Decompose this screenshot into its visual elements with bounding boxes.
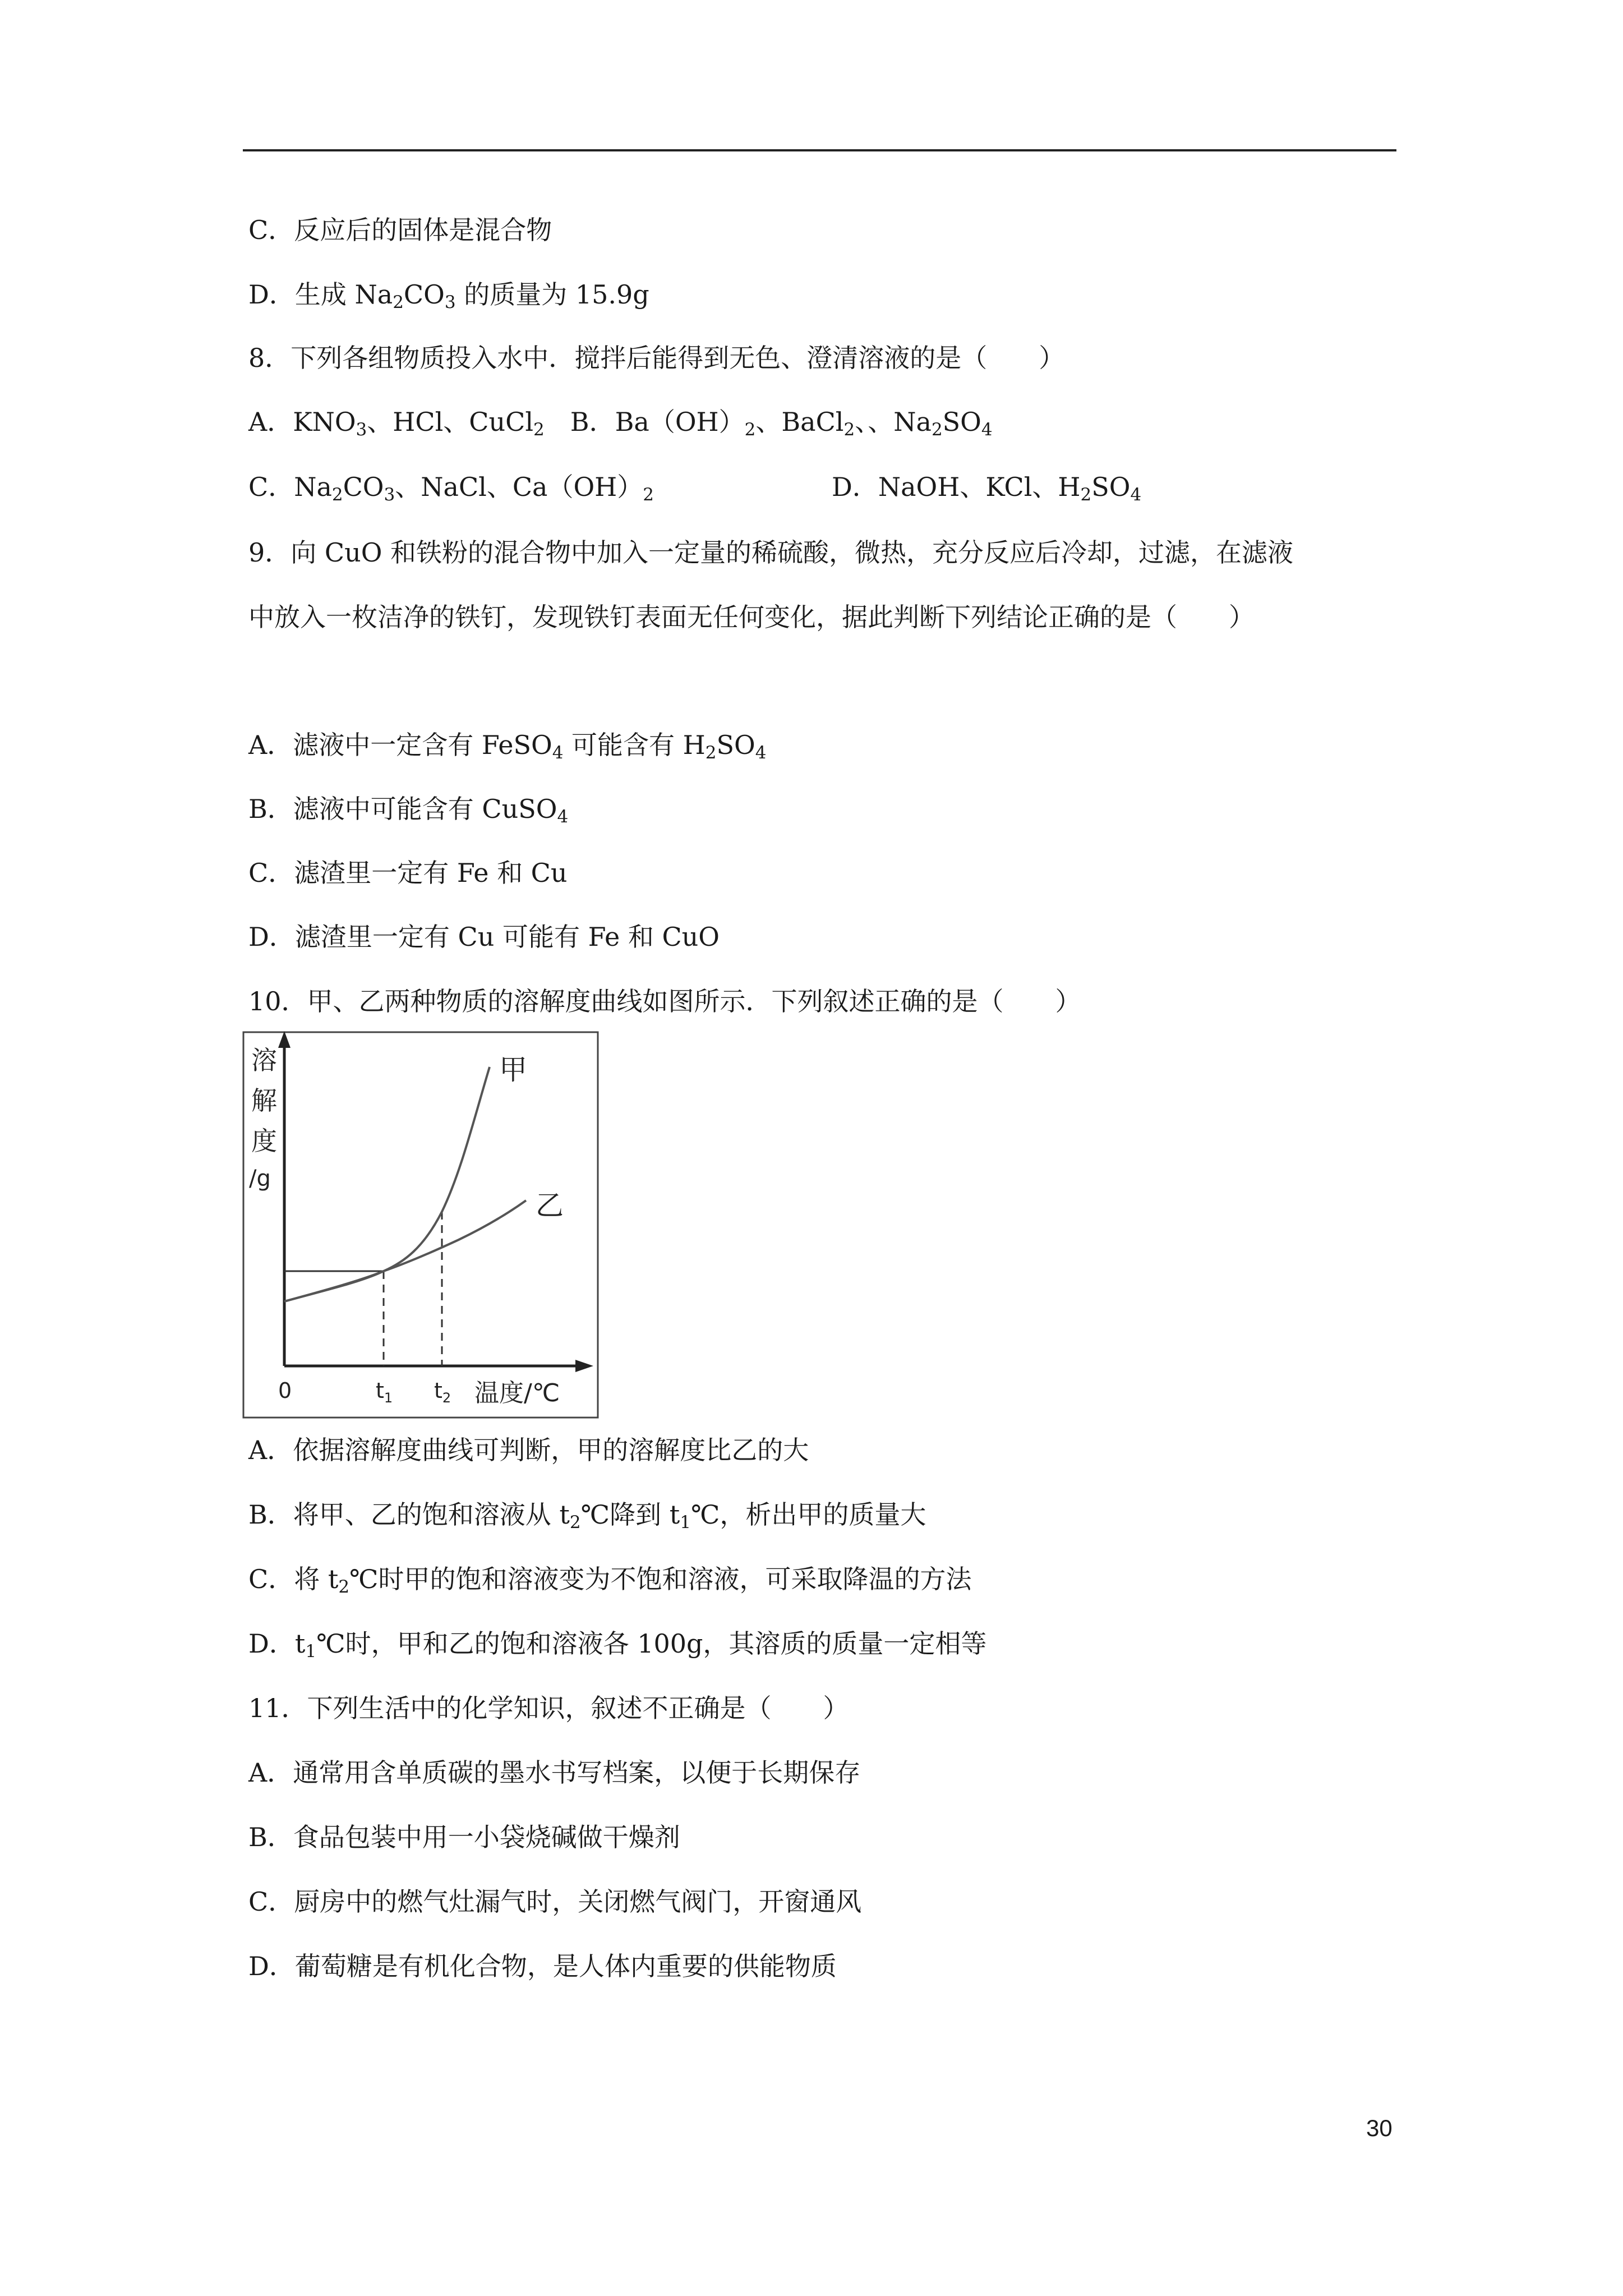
q8-option-a: A．$KNO_3$、HCl、CuCl$_2$ [248, 407, 545, 440]
page-number: 30 [1366, 2115, 1393, 2141]
q9-stem-line1: 9．向 CuO 和铁粉的混合物中加入一定量的稀硫酸，微热，充分反应后冷却，过滤，在滤液 [248, 537, 1294, 568]
q10-option-a: A．依据溶解度曲线可判断，甲的溶解度比乙的大 [248, 1435, 809, 1465]
solubility-chart [241, 1027, 606, 1420]
q11-option-d: D．葡萄糖是有机化合物，是人体内重要的供能物质 [248, 1951, 837, 1981]
q11-option-b: B．食品包装中用一小袋烧碱做干燥剂 [248, 1822, 680, 1852]
y-label-char-3: 度 [251, 1126, 277, 1156]
q11-option-c: C．厨房中的燃气灶漏气时，关闭燃气阀门，开窗通风 [248, 1887, 862, 1917]
x-tick-t2: $t_2$ [434, 1378, 451, 1406]
q9-option-d: D．滤渣里一定有 Cu 可能有 Fe 和 CuO [248, 922, 720, 952]
series-jia-curve [284, 1067, 490, 1301]
q11-option-a: A．通常用含单质碳的墨水书写档案，以便于长期保存 [248, 1757, 861, 1788]
q8-option-c: C．$Na_2CO_3$、NaCl、$Ca(OH)_2$ [248, 472, 654, 505]
y-label-char-2: 解 [251, 1085, 277, 1116]
q8-option-b: B．$Ba(OH)_2$、BaCl$_2$、、$Na_2SO_4$ [570, 407, 993, 440]
q10-option-d: D．$t_1℃$时，甲和乙的饱和溶液各 100g，其溶质的质量一定相等 [248, 1628, 987, 1662]
y-label-char-4: /g [249, 1166, 271, 1191]
series-yi-label: 乙 [536, 1189, 564, 1222]
q7-option-c: C．反应后的固体是混合物 [248, 215, 552, 245]
q9-option-b: B．滤液中可能含有 CuSO$_4$ [248, 794, 569, 827]
q8-option-d: D．NaOH、KCl、$H_2SO_4$ [832, 472, 1142, 505]
origin-label: 0 [278, 1378, 292, 1403]
x-axis-arrow [575, 1360, 593, 1372]
q10-stem: 10．甲、乙两种物质的溶解度曲线如图所示．下列叙述正确的是（ ） [248, 986, 1081, 1016]
series-yi-curve [284, 1200, 526, 1301]
q9-option-c: C．滤渣里一定有 Fe 和 Cu [248, 858, 568, 888]
q11-stem: 11．下列生活中的化学知识，叙述不正确是（ ） [248, 1693, 849, 1723]
chart-frame [243, 1032, 598, 1418]
q8-stem: 8．下列各组物质投入水中．搅拌后能得到无色、澄清溶液的是（ ） [248, 343, 1065, 373]
y-label-char-1: 溶 [251, 1045, 277, 1075]
q8-options-ab [248, 405, 993, 439]
x-tick-t1: $t_1$ [376, 1378, 393, 1406]
y-axis-arrow [278, 1031, 291, 1048]
q9-stem-line2: 中放入一枚洁净的铁钉，发现铁钉表面无任何变化，据此判断下列结论正确的是（ ） [248, 602, 1255, 632]
q9-option-a: A．滤液中一定含有 FeSO$_4$ 可能含有 $H_2SO_4$ [248, 730, 767, 763]
x-axis-label: 温度/℃ [474, 1379, 560, 1407]
q10-option-b: B．将甲、乙的饱和溶液从 $t_2℃$降到 $t_1℃$，析出甲的质量大 [248, 1499, 926, 1533]
series-jia-label: 甲 [499, 1053, 527, 1086]
header-rule [243, 149, 1396, 151]
q7-option-d: D．生成 $Na_2CO_3$ 的质量为 15.9g [248, 279, 649, 312]
q10-option-c: C．将 $t_2℃$时甲的饱和溶液变为不饱和溶液，可采取降温的方法 [248, 1564, 972, 1597]
